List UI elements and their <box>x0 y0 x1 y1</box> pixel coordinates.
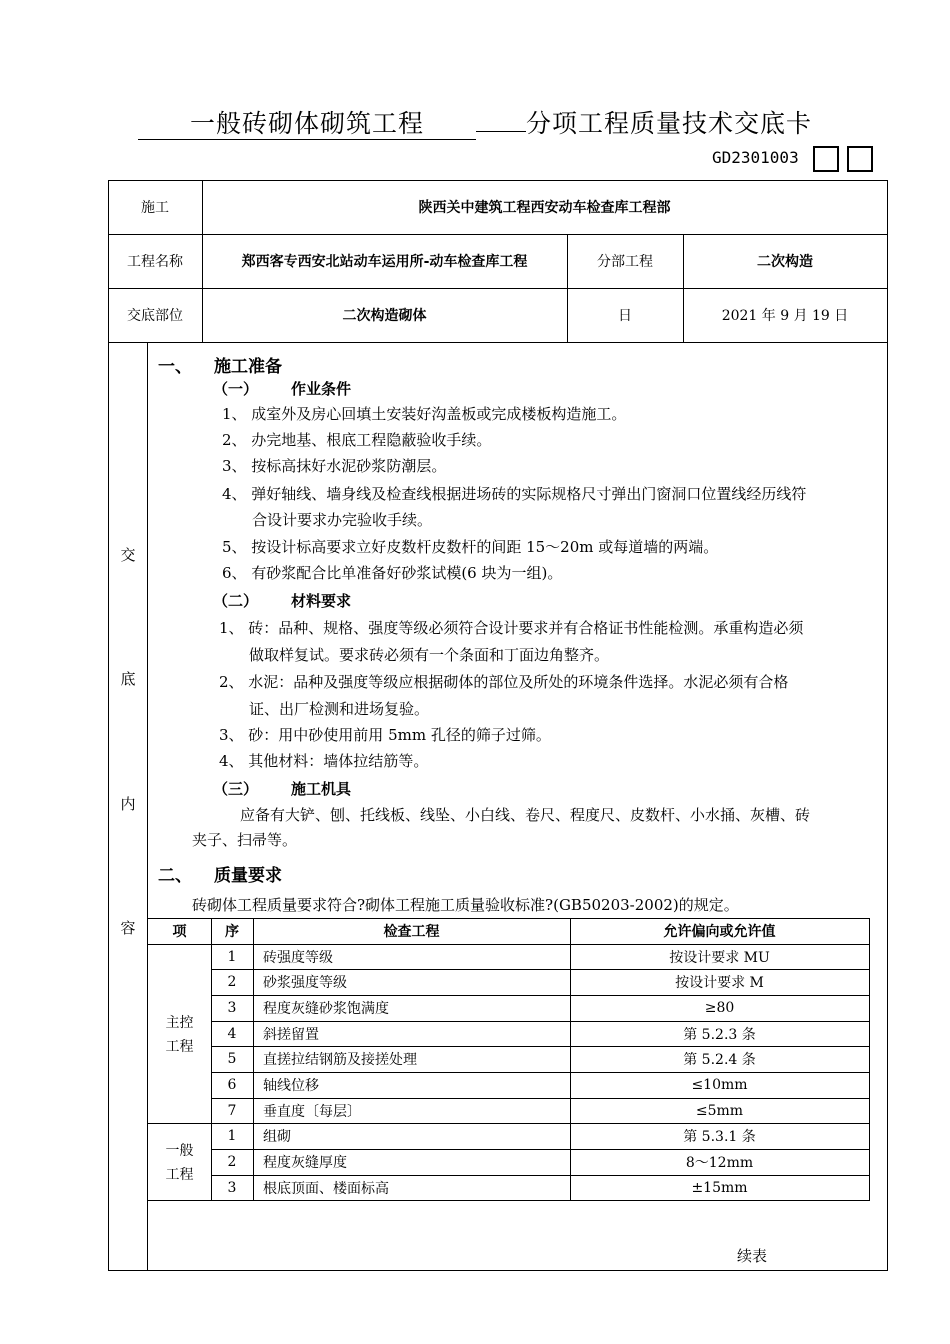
sub1-item-3: 3、 按标高抹好水泥砂浆防潮层。 <box>222 457 447 475</box>
construction-label: 施工 <box>141 200 169 216</box>
sub1-item-5: 5、 按设计标高要求立好皮数杆皮数杆的间距 15～20m 或每道墙的两端。 <box>222 538 719 556</box>
qt-header-item: 项 <box>172 924 187 940</box>
section-2-title: 质量要求 <box>214 866 282 886</box>
table-row-no: 1 <box>227 948 237 965</box>
table-row-value: 8～12mm <box>685 1155 754 1171</box>
table-row-item: 轴线位移 <box>263 1078 319 1094</box>
date-value: 2021 年 9 月 19 日 <box>721 308 849 324</box>
qt-header-no: 序 <box>225 924 239 940</box>
sub2-item-2: 2、 水泥：品种及强度等级应根据砌体的部位及所处的环境条件选择。水泥必须有合格 <box>219 673 789 691</box>
sub1-item-2: 2、 办完地基、根底工程隐蔽验收手续。 <box>222 431 492 449</box>
qt-right <box>869 918 870 1201</box>
group-main-label-2: 工程 <box>165 1039 194 1055</box>
table-row-value: 第 5.2.4 条 <box>683 1052 756 1068</box>
row-divider-3 <box>108 342 888 343</box>
table-row-no: 1 <box>227 1128 237 1144</box>
sub-2-title: 材料要求 <box>291 592 352 610</box>
sub-2-number: （二） <box>213 592 259 610</box>
group-general-label-2: 工程 <box>165 1167 194 1183</box>
sub-1-title: 作业条件 <box>291 380 352 398</box>
group-main-label-1: 主控 <box>165 1015 194 1031</box>
sub1-item-6: 6、 有砂浆配合比单准备好砂浆试模(6 块为一组)。 <box>222 564 563 582</box>
frame-bottom <box>108 1270 888 1271</box>
date-label: 日 <box>618 308 632 324</box>
title-underlined: 一般砖砌体砌筑工程 <box>138 109 476 140</box>
side-label-char-4: 容 <box>120 919 136 937</box>
title-rest: 分项工程质量技术交底卡 <box>526 109 813 138</box>
table-row-item: 斜搓留置 <box>263 1026 319 1043</box>
qt-header-check: 检查工程 <box>383 924 440 940</box>
table-row-item: 程度灰缝砂浆饱满度 <box>263 1001 389 1017</box>
table-row-item: 根底顶面、楼面标高 <box>263 1180 389 1197</box>
table-row-no: 4 <box>227 1025 237 1042</box>
section-1-number: 一、 <box>158 357 192 377</box>
table-row-no: 2 <box>227 974 237 990</box>
sub1-item-1: 1、 成室外及房心回填土安装好沟盖板或完成楼板构造施工。 <box>222 405 627 423</box>
table-row-no: 3 <box>227 1179 237 1196</box>
sub1-item-4: 4、 弹好轴线、墙身线及检查线根据进场砖的实际规格尺寸弹出门窗洞口位置线经历线符 <box>222 485 807 503</box>
sub-1-number: （一） <box>213 380 259 398</box>
table-row-no: 7 <box>227 1102 237 1119</box>
table-row-value: 第 5.2.3 条 <box>683 1026 756 1043</box>
title-underline-gap <box>476 131 526 132</box>
table-row-item: 直搓拉结钢筋及接搓处理 <box>263 1052 417 1068</box>
group-general-label-1: 一般 <box>165 1143 194 1159</box>
continued-note: 续表 <box>737 1247 768 1265</box>
sub2-item-1-cont: 做取样复试。要求砖必须有一个条面和丁面边角整齐。 <box>249 646 610 664</box>
table-row-no: 5 <box>227 1051 237 1067</box>
side-label-char-3: 内 <box>120 795 136 813</box>
page-title <box>0 104 950 140</box>
sub-3-number: （三） <box>213 780 259 798</box>
side-label-char-2: 底 <box>120 670 136 688</box>
table-row-value: ≤10mm <box>691 1077 748 1093</box>
side-divider <box>147 342 148 1271</box>
sub1-item-4-cont: 合设计要求办完验收手续。 <box>252 511 433 529</box>
table-row-item: 砖强度等级 <box>263 949 333 966</box>
checkbox-2[interactable] <box>847 146 873 172</box>
doc-code: GD2301003 <box>712 148 799 167</box>
table-row-no: 6 <box>227 1077 237 1093</box>
sub2-item-2-cont: 证、出厂检测和进场复验。 <box>249 700 430 718</box>
qt-bottom <box>148 1200 870 1201</box>
table-row-value: ≤5mm <box>695 1102 744 1119</box>
qt-col-2 <box>253 918 254 1201</box>
construction-value: 陕西关中建筑工程西安动车检查库工程部 <box>418 200 671 216</box>
section-2-number: 二、 <box>158 866 192 886</box>
sub2-item-1: 1、 砖：品种、规格、强度等级必须符合设计要求并有合格证书性能检测。承重构造必须 <box>219 619 804 637</box>
division-label: 分部工程 <box>597 254 653 270</box>
table-row-no: 2 <box>227 1154 237 1170</box>
frame-right <box>887 180 888 1271</box>
location-label: 交底部位 <box>127 308 183 324</box>
table-row-value: ≥80 <box>704 1000 735 1016</box>
location-value: 二次构造砌体 <box>342 308 427 324</box>
frame-left <box>108 180 109 1271</box>
table-row-item: 砂浆强度等级 <box>263 975 347 991</box>
qt-header-tolerance: 允许偏向或允许值 <box>663 924 776 940</box>
table-row-no: 3 <box>227 1000 237 1016</box>
table-row-value: 按设计要求 MU <box>669 949 770 966</box>
section-2-intro: 砖砌体工程质量要求符合?砌体工程施工质量验收标准?(GB50203-2002)的规定。 <box>192 896 739 914</box>
checkbox-1[interactable] <box>813 146 839 172</box>
sub2-item-3: 3、 砂：用中砂使用前用 5mm 孔径的筛子过筛。 <box>219 726 551 744</box>
project-name-value: 郑西客专西安北站动车运用所-动车检查库工程 <box>241 254 528 270</box>
table-row-item: 组砌 <box>263 1129 291 1145</box>
table-row-item: 程度灰缝厚度 <box>263 1155 347 1171</box>
sub-3-title: 施工机具 <box>291 780 352 798</box>
table-row-item: 垂直度〔每层〕 <box>263 1103 361 1120</box>
table-row-value: ±15mm <box>691 1179 748 1196</box>
table-row-value: 按设计要求 M <box>675 975 764 991</box>
side-label-char-1: 交 <box>120 546 136 564</box>
division-value: 二次构造 <box>757 254 813 270</box>
sub3-text-2: 夹子、扫帚等。 <box>192 831 298 849</box>
table-row-value: 第 5.3.1 条 <box>683 1129 756 1145</box>
sub3-text-1: 应备有大铲、刨、托线板、线坠、小白线、卷尺、程度尺、皮数杆、小水捅、灰槽、砖 <box>240 806 811 824</box>
project-name-label: 工程名称 <box>127 254 183 270</box>
sub2-item-4: 4、 其他材料：墙体拉结筋等。 <box>219 752 429 770</box>
section-1-title: 施工准备 <box>214 357 282 377</box>
